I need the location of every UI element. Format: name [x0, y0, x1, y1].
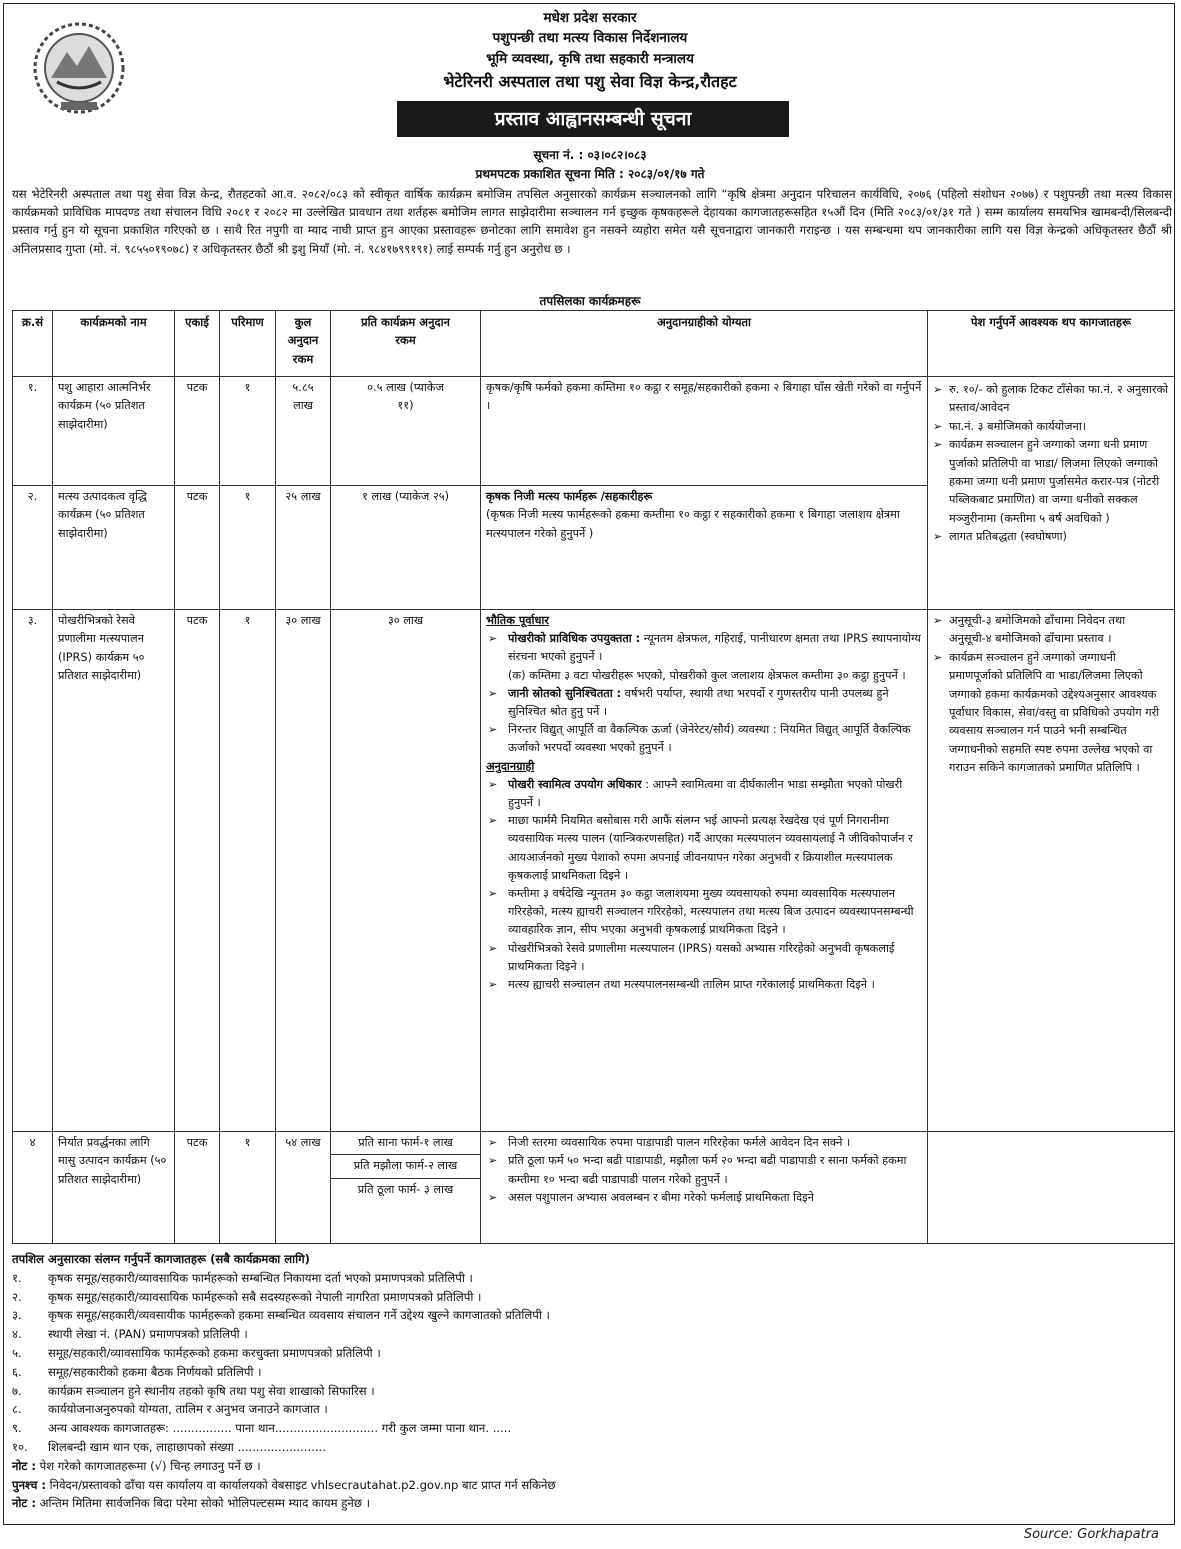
item-number: ६. — [12, 1364, 22, 1379]
row-per-program — [331, 1132, 481, 1244]
list-item — [486, 776, 922, 812]
row-unit: पटक — [175, 377, 220, 486]
table-row — [13, 610, 1175, 1132]
item-number: १०. — [12, 1439, 28, 1454]
intro-paragraph: यस भेटेरिनरी अस्पताल तथा पशु सेवा विज्ञ केन्द्र, रौतहटको आ.व. २०८२/०८३ को स्वीकृत वार्षिक कार्यक्रम बमोजिम तपसिल अनुसारको कार्यक्रम सञ्चालनको लागि “कृषि क्षेत्रमा अनुदान परिचालन कार्यविधि, २०७६ (पहिलो संशोधन २०७७) र पशुपन्छी तथा मत्स्य विकास कार्यक्रमको प्राविधिक मापदण्ड तथा संचालन विधि २०८१ र २०८२ मा उल्लेखित प्रावधान तथा शर्तहरू बमोजिम लागत साझेदारीमा सञ्चालन गर्न इच्छुक कृषकहरूले देहायका कागजातहरूसहित १५औं दिन (मिति २०८३/०१/३१ गते ) सम्म कार्यालय समयभित्र खामबन्दी/सिलबन्दी प्रस्ताव गर्नु हुन यो सूचना प्रकाशित गरिएको छ । साथै रित नपुगी वा म्याद नाघी प्राप्त हुन आएका प्रस्तावहरू छनोटका लागि समावेश हुन नसक्ने व्यहोरा समेत यसै सूचनाद्वारा जानकारी गराइन्छ । यस सम्बन्धमा थप जानकारीका लागि यस विज्ञ केन्द्रको अधिकृतस्तर छैठौं श्री अनिलप्रसाद गुप्ता (मो. नं. ९८५५०१९०७८) र अधिकृतस्तर छैठौं श्री इशु मियाँ (मो. नं. ९८४१७९९१९१) लाई सम्पर्क गर्नु हुन अनुरोध छ । — [12, 187, 1172, 256]
attachments-section — [12, 1250, 1172, 1513]
row-unit: पटक — [175, 1132, 220, 1244]
list-item: ➢ लागत प्रतिबद्धता (स्वघोषणा) — [933, 528, 1169, 546]
row-docs — [928, 610, 1175, 1132]
list-item — [12, 1269, 1172, 1288]
header-office-name: भेटेरिनरी अस्पताल तथा पशु सेवा विज्ञ केन्द्र,रौतहट — [443, 72, 737, 91]
notice-document — [3, 3, 1175, 1525]
item-text: अन्य आवश्यक कागजातहरू: ................ पाना थान............................ गरी कुल जम्मा पाना थान. ..... — [48, 1421, 512, 1436]
row-name: पोखरीभित्रको रेसवे प्रणालीमा मत्स्यपालन (IPRS) कार्यक्रम ५० प्रतिशत साझेदारीमा) — [53, 610, 175, 1132]
list-item: ➢ माछा फार्ममै नियमित बसोबास गरी आफैं संलग्न भई आफ्नो प्रत्यक्ष रेखदेख एवं पूर्ण निगरानीमा व्यवसायिक मत्स्य पालन (यान्त्रिकरणसहित) गर्दै आएका मत्स्यपालन व्यवसायलाई नै जीविकोपार्जन र आयआर्जनको मुख्य पेशाको रुपमा अपनाई जीवनयापन गरेका अनुभवी र क्रियाशील मत्स्यपालक कृषकलाई प्राथमिकता दिइने । — [486, 812, 922, 885]
source-credit: Source: Gorkhapatra — [1023, 1527, 1159, 1542]
program-list-title: तपसिलका कार्यक्रमहरू — [539, 294, 641, 308]
program-table — [12, 310, 1175, 1244]
row-sn: १. — [13, 377, 53, 486]
row-qty: १ — [220, 610, 276, 1132]
tier-medium: प्रति मझौला फार्म-२ लाख — [331, 1155, 480, 1178]
bold-lead: जानी स्रोतको सुनिश्चितता : — [508, 686, 622, 700]
list-item — [486, 685, 922, 721]
row-sn: २. — [13, 486, 53, 610]
bold-lead: पोखरीको प्राविधिक उपयुक्तता : — [508, 632, 641, 646]
list-item — [12, 1382, 1172, 1401]
row-unit: पटक — [175, 610, 220, 1132]
row-eligibility: कृषक/कृषि फर्मको हकमा कम्तिमा १० कट्ठा र समूह/सहकारीको हकमा २ बिगाहा घाँस खेती गरेको वा गर्नुपर्ने । — [481, 377, 928, 486]
row-name: पशु आहारा आत्मनिर्भर कार्यक्रम (५० प्रतिशत साझेदारीमा) — [53, 377, 175, 486]
list-item: ➢ कार्यक्रम सञ्चालन हुने जग्गाको जग्गा धनी प्रमाण पुर्जाको प्रतिलिपी वा भाडा/ लिजमा लिएको जग्गाको हकमा जग्गा धनी प्रमाण पुर्जासमेत करार-पत्र (नोटरी पब्लिकबाट प्रमाणित) वा जग्गा धनीको सक्कल मञ्जुरीनामा (कम्तीमा ५ बर्ष अवधिको ) — [933, 436, 1169, 528]
row-name: मत्स्य उत्पादकत्व वृद्धि कार्यक्रम (५० प्रतिशत साझेदारीमा) — [53, 486, 175, 610]
item-number: ५. — [12, 1345, 22, 1360]
item-text: कृषक समूह/सहकारी/व्यावसायिक फार्महरूको सम्बन्धित निकायमा दर्ता भएको प्रमाणपत्रको प्रतिलिपी । — [48, 1270, 473, 1285]
list-item — [12, 1306, 1172, 1325]
list-item: ➢ रु. १०/- को हुलाक टिकट टाँसेका फा.नं. २ अनुसारको प्रस्ताव/आवेदन — [933, 381, 1169, 418]
col-docs: पेश गर्नुपर्ने आवश्यक थप कागजातहरू — [928, 311, 1175, 377]
eligibility-title: कृषक निजी मत्स्य फार्महरू /सहकारीहरू — [486, 490, 653, 503]
item-text: वर्षभरी पर्याप्त, स्थायी तथा भरपर्दो र गुणस्तरीय पानी उपलब्ध हुने सुनिश्चित श्रोत हुनु पर्ने । — [508, 686, 889, 719]
list-item — [12, 1400, 1172, 1419]
item-text: कार्ययोजनाअनुरुपको योग्यता, तालिम र अनुभव जनाउने कागजात । — [48, 1402, 328, 1417]
row-qty: १ — [220, 1132, 276, 1244]
item-text: समूह/सहकारी/व्यावसायिक फार्महरूको हकमा करचुक्ता प्रमाणपत्रको प्रतिलिपी । — [48, 1345, 381, 1360]
row-total: ३० लाख — [276, 610, 331, 1132]
bold-lead: पोखरी स्वामित्व उपयोग अधिकार — [508, 777, 642, 791]
row-docs — [928, 1132, 1175, 1244]
notice-title-banner: प्रस्ताव आह्वानसम्बन्धी सूचना — [397, 101, 789, 137]
row-total: ५.८५ लाख — [276, 377, 331, 486]
notice-number: सूचना नं. : ०३।०८२।०८३ — [533, 148, 647, 162]
row-total: ५४ लाख — [276, 1132, 331, 1244]
col-per: प्रति कार्यक्रम अनुदान रकम — [331, 311, 481, 377]
eligibility-text: (कृषक निजी मत्स्य फार्महरूको हकमा कम्तीमा १० कट्ठा र सहकारीको हकमा १ बिगाहा जलाशय क्षेत्रमा मत्स्यपालन गरेको हुनुपर्ने ) — [486, 508, 900, 540]
item-text: स्थायी लेखा नं. (PAN) प्रमाणपत्रको प्रतिलिपी । — [48, 1327, 248, 1342]
row-eligibility — [481, 1132, 928, 1244]
col-total: कुल अनुदान रकम — [276, 311, 331, 377]
list-item — [12, 1288, 1172, 1307]
row-qty: १ — [220, 377, 276, 486]
postscript — [12, 1476, 1172, 1495]
col-qty: परिमाण — [220, 311, 276, 377]
row-sn: ४ — [13, 1132, 53, 1244]
col-eligibility: अनुदानग्राहीको योग्यता — [481, 311, 928, 377]
tier-small: प्रति साना फार्म-१ लाख — [331, 1132, 480, 1155]
note-label: नोट : — [12, 1458, 36, 1473]
item-number: १. — [12, 1270, 22, 1285]
list-item: ➢ पोखरीभित्रको रेसवे प्रणालीमा मत्स्यपालन (IPRS) यसको अभ्यास गरिरहेको अनुभवी कृषकलाई प्राथमिकता दिइने । — [486, 940, 922, 976]
first-published-date: प्रथमपटक प्रकाशित सूचना मिति : २०८३/०१/१७ गते — [475, 167, 705, 181]
note-label: नोट : — [12, 1496, 36, 1511]
row-unit: पटक — [175, 486, 220, 610]
item-number: ७. — [12, 1383, 22, 1398]
note-text: पेश गरेको कागजातहरूमा (√) चिन्ह लगाउनु पर्ने छ । — [35, 1458, 261, 1473]
row-per-program: ३० लाख — [331, 610, 481, 1132]
list-item: ➢ अनुसूची-३ बमोजिमको ढाँचामा निवेदन तथा अनुसूची-४ बमोजिमको ढाँचामा प्रस्ताव । — [933, 612, 1169, 649]
row-name: निर्यात प्रवर्द्धनका लागि मासु उत्पादन कार्यक्रम (५० प्रतिशत साझेदारीमा) — [53, 1132, 175, 1244]
list-item: ➢ प्रति ठूला फर्म ५० भन्दा बढी पाडापाडी, मझौला फर्म २० भन्दा बढी पाडापाडी र साना फर्मको हकमा कम्तीमा १० भन्दा बढी पाडापाडी पालन गरेको हुनुपर्ने । — [486, 1152, 922, 1189]
table-row — [13, 377, 1175, 486]
row-eligibility — [481, 610, 928, 1132]
item-text: कृषक समूह/सहकारी/व्यवसायीक फार्महरूको हकमा सम्बन्धित व्यवसाय संचालन गर्ने उद्देश्य खुल्ने कागजातको प्रतिलिपी । — [48, 1308, 550, 1323]
list-item: (क) कम्तिमा ३ वटा पोखरीहरू भएको, पोखरीको कुल जलाशय क्षेत्रफल कम्तीमा ३० कट्ठा हुनुपर्ने । — [508, 668, 906, 682]
item-number: ४. — [12, 1327, 22, 1342]
list-item — [486, 630, 922, 666]
note-text: अन्तिम मितिमा सार्वजनिक बिदा परेमा सोको भोलिपल्टसम्म म्याद कायम हुनेछ । — [35, 1496, 371, 1511]
attachments-title: तपशिल अनुसारका संलग्न गर्नुपर्ने कागजातहरू (सबै कार्यक्रमका लागि) — [12, 1252, 310, 1266]
list-item: ➢ निजी स्तरमा व्यवसायिक रुपमा पाडापाडी पालन गरिरहेका फर्मले आवेदन दिन सक्ने । — [486, 1134, 922, 1152]
list-item — [12, 1363, 1172, 1382]
row-eligibility — [481, 486, 928, 610]
list-item: ➢ असल पशुपालन अभ्यास अवलम्बन र बीमा गरेको फर्मलाई प्राथमिकता दिइने — [486, 1189, 922, 1207]
item-text: समूह/सहकारीको हकमा बैठक निर्णयको प्रतिलिपी । — [48, 1364, 262, 1379]
section-heading: अनुदानग्राही — [486, 759, 535, 773]
section-heading: भौतिक पूर्वाधार — [486, 614, 549, 627]
list-item — [12, 1419, 1172, 1438]
row-qty: १ — [220, 486, 276, 610]
header-line-1: मधेश प्रदेश सरकार — [543, 10, 637, 26]
ps-text: निवेदन/प्रस्तावको ढाँचा यस कार्यालय वा कार्यालयको वेबसाइट vhlsecrautahat.p2.gov.np बाट प्राप्त गर्न सकिनेछ — [45, 1477, 556, 1492]
ps-label: पुनश्च : — [12, 1477, 46, 1492]
row-per-program: ०.५ लाख (प्याकेज ११) — [331, 377, 481, 486]
note-checkmark — [12, 1457, 1172, 1476]
header-line-2: पशुपन्छी तथा मत्स्य विकास निर्देशनालय — [492, 30, 688, 46]
row-sn: ३. — [13, 610, 53, 1132]
tier-large: प्रति ठूला फार्म- ३ लाख — [357, 1182, 454, 1196]
list-item — [12, 1438, 1172, 1457]
list-item — [12, 1344, 1172, 1363]
list-item: ➢ निरन्तर विद्युत् आपूर्ति वा वैकल्पिक ऊर्जा (जेनेरेटर/सौर्य) व्यवस्था : नियमित विद्युत् आपूर्ति वैकल्पिक ऊर्जाको भरपर्दो व्यवस्था भएको हुनुपर्ने । — [486, 721, 922, 757]
col-name: कार्यक्रमको नाम — [53, 311, 175, 377]
item-text: : आफ्नै स्वामित्वमा वा दीर्घकालीन भाडा सम्झौता भएको पोखरी हुनुपर्ने । — [508, 777, 903, 810]
row-total: २५ लाख — [276, 486, 331, 610]
item-number: ८. — [12, 1402, 22, 1417]
item-number: ३. — [12, 1308, 22, 1323]
item-text: कृषक समूह/सहकारी/व्यावसायिक फार्महरूको सबै सदस्यहरूको नेपाली नागरिता प्रमाणपत्रको प्रतिलिपी । — [48, 1289, 482, 1304]
item-text: न्यूनतम क्षेत्रफल, गहिराई, पानीधारण क्षमता तथा IPRS स्थापनायोग्य संरचना भएको हुनुपर्ने । — [508, 632, 921, 664]
table-row — [13, 1132, 1175, 1244]
list-item: ➢ कार्यक्रम सञ्चालन हुने जग्गाको जग्गाधनी प्रमाणपूर्जाको प्रतिलिपि वा भाडा/लिजमा लिएको जग्गाको हकमा कार्यक्रमको उद्देश्यअनुसार आवश्यक पूर्वाधार विकास, सेवा/वस्तु वा प्रविधिको उपयोग गरी व्यवसाय सञ्चालन गर्न पाउने भनी सम्बन्धित जग्गाधनीको सहमति स्पष्ट रुपमा उल्लेख भएको वा गराउन सकिने कागजातको प्रमाणित प्रतिलिपि । — [933, 649, 1169, 778]
table-header-row — [13, 311, 1175, 377]
item-number: २. — [12, 1289, 22, 1304]
item-text: कार्यक्रम सञ्चालन हुने स्थानीय तहको कृषि तथा पशु सेवा शाखाको सिफारिस । — [48, 1383, 375, 1398]
row-per-program: १ लाख (प्याकेज २५) — [331, 486, 481, 610]
list-item: ➢ मत्स्य ह्याचरी सञ्चालन तथा मत्स्यपालनसम्बन्धी तालिम प्राप्त गरेकालाई प्राथमिकता दिइने । — [486, 976, 922, 994]
common-docs-cell — [928, 377, 1175, 610]
header-line-3: भूमि व्यवस्था, कृषि तथा सहकारी मन्त्रालय — [486, 51, 694, 67]
col-sn: क्र.सं — [13, 311, 53, 377]
note-holiday — [12, 1494, 1172, 1513]
list-item: ➢ फा.नं. ३ बमोजिमको कार्ययोजना। — [933, 418, 1169, 436]
col-unit: एकाई — [175, 311, 220, 377]
list-item — [12, 1325, 1172, 1344]
list-item: ➢ कम्तीमा ३ वर्षदेखि न्यूनतम ३० कट्ठा जलाशयमा मुख्य व्यवसायको रुपमा व्यवसायिक मत्स्यपालन गरिरहेको, मत्स्य ह्याचरी सञ्चालन गरिरहेको, मत्स्यपालन तथा मत्स्य बिज उत्पादन व्यवस्थापनसम्बन्धी व्यावहारिक ज्ञान, सीप भएका अनुभवी कृषकलाई प्राथमिकता दिइने । — [486, 885, 922, 940]
item-number: ९. — [12, 1421, 22, 1436]
item-text: शिलबन्दी खाम थान एक, लाहाछापको संख्या ........................ — [48, 1439, 326, 1454]
